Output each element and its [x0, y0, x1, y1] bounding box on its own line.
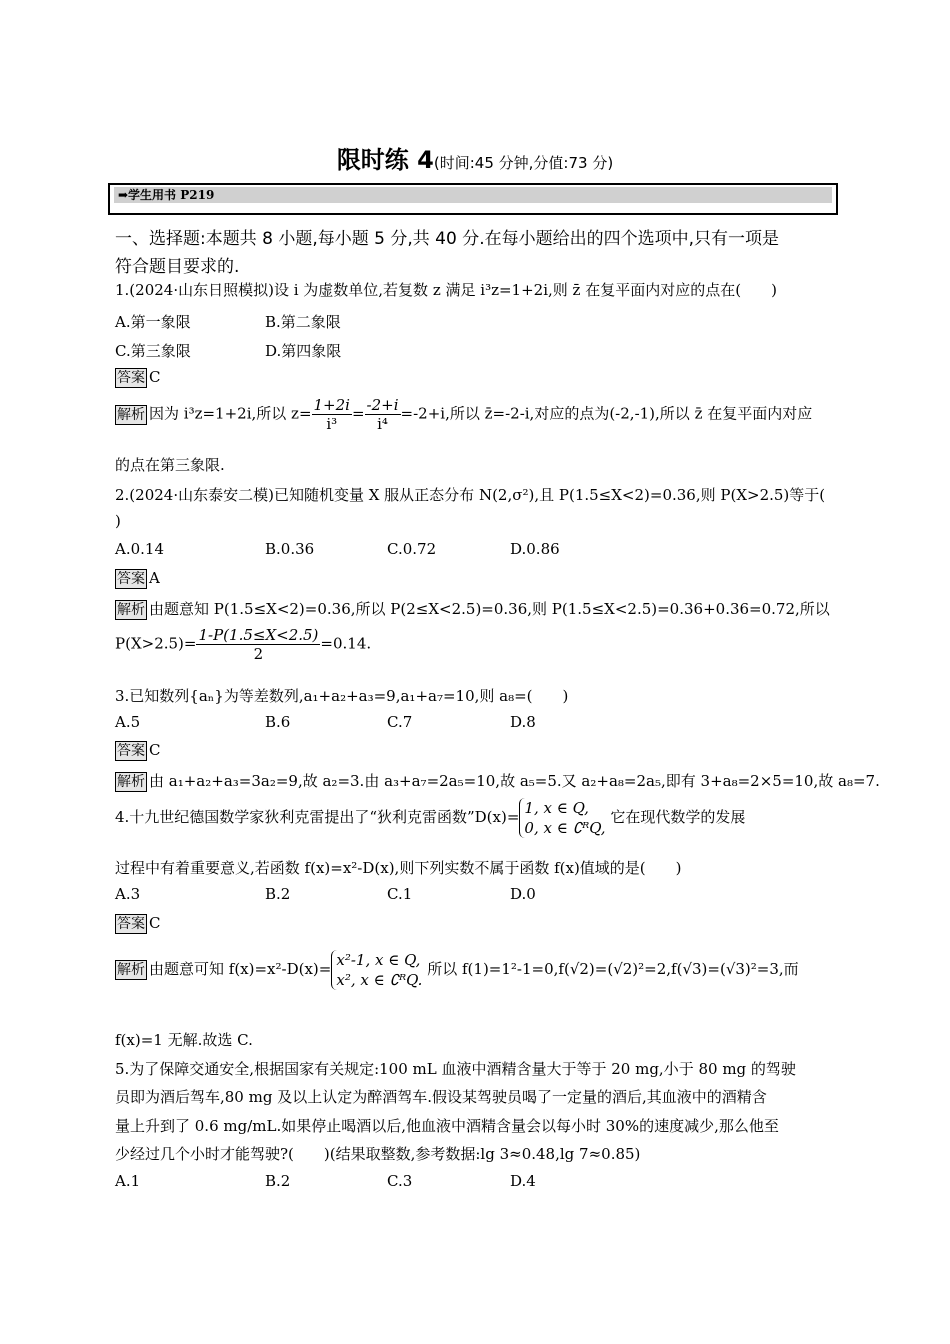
q4-stem-b: 它在现代数学的发展 [610, 808, 746, 826]
q3-option-c: C.7 [387, 713, 413, 731]
q4-case-2: 0, x ∈ ∁ᴿQ, [524, 819, 606, 837]
q1-option-b: B.第二象限 [265, 313, 341, 331]
q2-stem-2: ) [115, 512, 121, 530]
analysis-label: 解析 [117, 406, 145, 423]
answer-label: 答案 [117, 743, 145, 759]
q5-line-4: 少经过几个小时才能驾驶?( )(结果取整数,参考数据:lg 3≈0.48,lg 7≈0.85) [115, 1145, 641, 1163]
q2-analysis-line2 [115, 626, 371, 663]
q3-analysis-text: 由 a₁+a₂+a₃=3a₂=9,故 a₂=3.由 a₃+a₇=2a₅=10,故 a₅=5.又 a₂+a₈=2a₅,即有 3+a₈=2×5=10,故 a₈=7. [149, 772, 880, 790]
title-sub: (时间:45 分钟,分值:73 分) [433, 154, 614, 172]
q1-option-d: D.第四象限 [265, 342, 342, 360]
page-title [0, 140, 950, 175]
section-heading-line2: 符合题目要求的. [115, 257, 240, 277]
q3-analysis [115, 770, 880, 792]
analysis-label: 解析 [117, 774, 145, 790]
q4-case-1: 1, x ∈ Q, [524, 799, 589, 817]
q4-stem-a: 4.十九世纪德国数学家狄利克雷提出了“狄利克雷函数”D(x)= [115, 808, 520, 826]
q2-answer [115, 569, 160, 589]
q1-fraction-1-num: 1+2i [313, 396, 350, 414]
q5-option-a: A.1 [115, 1172, 141, 1190]
q2-analysis-a: 由题意知 P(1.5≤X<2)=0.36,所以 P(2≤X<2.5)=0.36,则 P(1.5≤X<2.5)=0.36+0.36=0.72,所以 [149, 600, 830, 618]
analysis-label: 解析 [117, 602, 145, 618]
q5-line-3: 量上升到了 0.6 mg/mL.如果停止喝酒以后,他血液中酒精含量会以每小时 30%的速度减少,那么他至 [115, 1117, 779, 1135]
q4-analysis-c: f(x)=1 无解.故选 C. [115, 1031, 253, 1049]
q1-answer [115, 368, 160, 388]
analysis-label: 解析 [117, 962, 145, 978]
q5-line-1: 5.为了保障交通安全,根据国家有关规定:100 mL 血液中酒精含量大于等于 20 mg,小于 80 mg 的驾驶 [115, 1060, 796, 1078]
q5-option-d: D.4 [510, 1172, 536, 1190]
q3-option-a: A.5 [115, 713, 141, 731]
q2-fraction [196, 626, 320, 663]
q1-option-a: A.第一象限 [115, 313, 191, 331]
answer-label: 答案 [117, 370, 145, 386]
q5-line-2: 员即为酒后驾车,80 mg 及以上认定为醉酒驾车.假设某驾驶员喝了一定量的酒后,其血液中的酒精含 [115, 1088, 767, 1106]
q4-stem-line1 [115, 798, 745, 838]
book-reference-box [108, 183, 838, 215]
q3-answer [115, 741, 160, 761]
q4-analysis-b: 所以 f(1)=1²-1=0,f(√2)=(√2)²=2,f(√3)=(√3)²=3,而 [427, 960, 799, 978]
answer-label: 答案 [117, 571, 145, 587]
q2-analysis-b1: P(X>2.5)= [115, 634, 197, 653]
q4-answer [115, 914, 160, 934]
q2-fraction-num: 1-P(1.5≤X<2.5) [198, 626, 319, 644]
q1-fraction-2 [365, 396, 401, 433]
q1-fraction-2-num: -2+i [366, 396, 399, 414]
q4-answer-value: C [149, 914, 161, 932]
q1-analysis-b: =-2+i,所以 z̄=-2-i,对应的点为(-2,-1),所以 z̄ 在复平面内对应 [400, 404, 813, 423]
q2-fraction-den: 2 [253, 645, 264, 663]
q1-stem: 1.(2024·山东日照模拟)设 i 为虚数单位,若复数 z 满足 i³z=1+2i,则 z̄ 在复平面内对应的点在( ) [115, 281, 777, 299]
q4-option-a: A.3 [115, 885, 141, 903]
q4-piecewise [519, 798, 605, 838]
q3-option-b: B.6 [265, 713, 291, 731]
q1-fraction-1-den: i³ [326, 415, 338, 433]
q1-analysis-c: 的点在第三象限. [115, 456, 225, 474]
q4-analysis-a: 由题意可知 f(x)=x²-D(x)= [149, 960, 332, 978]
book-reference: ➡学生用书 P219 [114, 187, 832, 203]
q4-option-b: B.2 [265, 885, 291, 903]
q4-option-c: C.1 [387, 885, 413, 903]
answer-label: 答案 [117, 916, 145, 932]
q2-option-b: B.0.36 [265, 540, 315, 558]
q2-analysis-b2: =0.14. [320, 634, 372, 653]
section-heading-line1: 一、选择题:本题共 8 小题,每小题 5 分,共 40 分.在每小题给出的四个选项中,只有一项是 [115, 229, 780, 249]
q5-option-b: B.2 [265, 1172, 291, 1190]
q3-option-d: D.8 [510, 713, 536, 731]
q4-analysis [115, 950, 799, 990]
q2-answer-value: A [149, 569, 160, 587]
q2-option-c: C.0.72 [387, 540, 437, 558]
q1-analysis: 解析 因为 i³z=1+2i,所以 z= $\frac{1+2i}{\text{i³}}$ = $\frac{-2+i}{\text{i⁴}}$ =-2+i,所以 z̄=-2-i,对应的点为(-2,-1),所以 z̄ 在复平面内对应 [117, 396, 813, 433]
q1-option-c: C.第三象限 [115, 342, 191, 360]
q1-fraction-1 [312, 396, 352, 433]
q4-analysis-piecewise [331, 950, 422, 990]
title-main: 限时练 4 [336, 146, 434, 174]
q4-analysis-case-1: x²-1, x ∈ Q, [336, 951, 421, 969]
q4-analysis-case-2: x², x ∈ ∁ᴿQ. [336, 971, 423, 989]
q2-analysis-line1 [115, 598, 830, 620]
q1-answer-value: C [149, 368, 161, 386]
q3-stem: 3.已知数列{aₙ}为等差数列,a₁+a₂+a₃=9,a₁+a₇=10,则 a₈=( ) [115, 687, 569, 705]
q4-stem-c: 过程中有着重要意义,若函数 f(x)=x²-D(x),则下列实数不属于函数 f(x)值域的是( ) [115, 859, 682, 877]
q2-stem-1: 2.(2024·山东泰安二模)已知随机变量 X 服从正态分布 N(2,σ²),且 P(1.5≤X<2)=0.36,则 P(X>2.5)等于( [115, 486, 826, 504]
q2-option-d: D.0.86 [510, 540, 560, 558]
q2-option-a: A.0.14 [115, 540, 164, 558]
q3-answer-value: C [149, 741, 161, 759]
q1-analysis-a: 因为 i³z=1+2i,所以 z= [149, 404, 312, 423]
q5-option-c: C.3 [387, 1172, 413, 1190]
q1-fraction-2-den: i⁴ [377, 415, 388, 433]
q4-option-d: D.0 [510, 885, 536, 903]
